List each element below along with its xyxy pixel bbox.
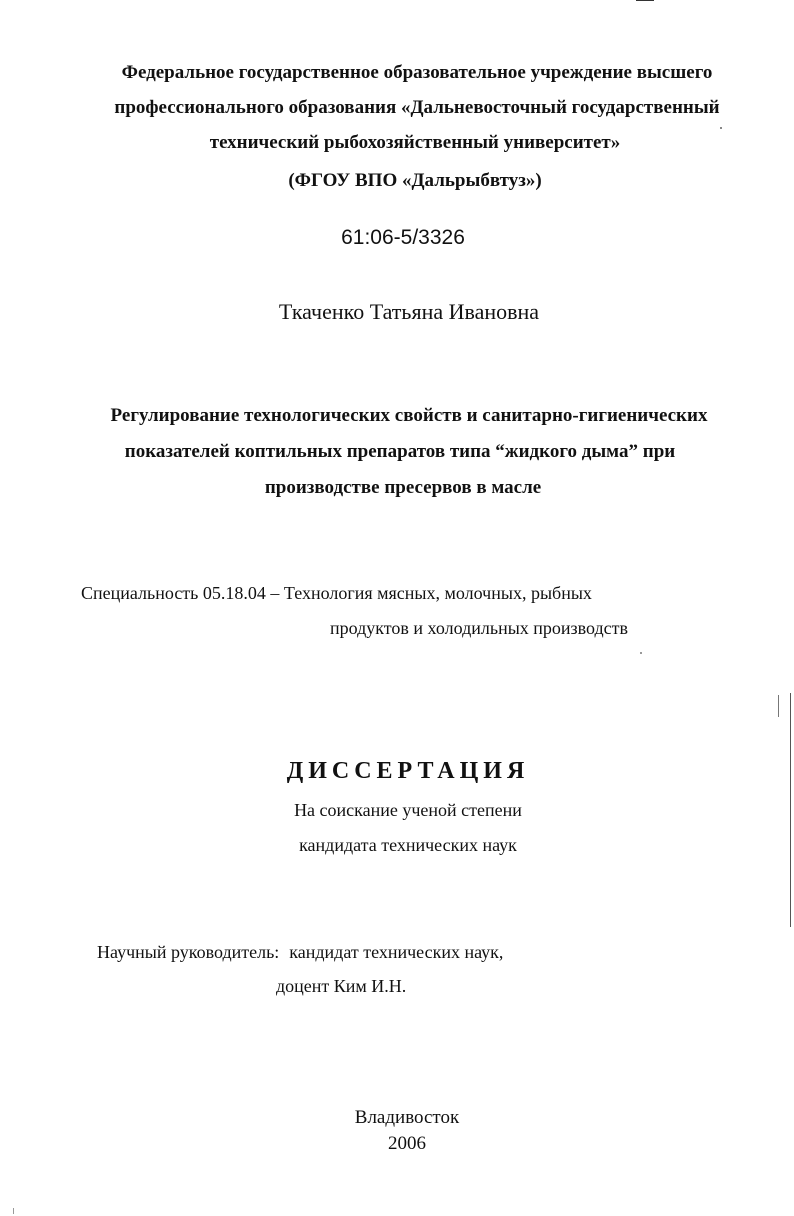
author-name: Ткаченко Татьяна Ивановна [278,299,540,324]
scan-speck [13,1208,14,1214]
catalog-number: 61:06-5/3326 [341,226,465,249]
scan-edge-line [790,693,791,927]
degree-line-2: кандидата технических наук [299,835,517,855]
institution-line-2: профессионального образования «Дальневосточный государственный [114,97,720,118]
degree-line-1: На соискание ученой степени [294,800,522,820]
supervisor-title: кандидат технических наук, [289,942,504,962]
scan-edge-line-short [778,695,779,717]
institution-abbreviation: (ФГОУ ВПО «Дальрыбвтуз») [288,170,542,191]
year: 2006 [388,1133,426,1154]
thesis-title-line-1: Регулирование технологических свойств и санитарно-гигиенических [110,405,708,426]
scan-edge-mark [636,0,654,1]
institution-line-3: технический рыбохозяйственный университет» [209,132,621,153]
scan-speck [720,127,722,129]
supervisor-label: Научный руководитель: [97,942,280,962]
thesis-title-line-2: показателей коптильных препаратов типа “жидкого дыма” при [124,441,676,462]
specialty-line-1: Специальность 05.18.04 – Технология мясных, молочных, рыбных [81,583,592,603]
document-type-heading: ДИССЕРТАЦИЯ [286,758,530,784]
supervisor-name: доцент Ким И.Н. [276,976,407,996]
specialty-line-2: продуктов и холодильных производств [330,618,629,638]
city: Владивосток [354,1107,460,1128]
supervisor-line-1 [97,942,503,963]
thesis-title-line-3: производстве пресервов в масле [264,477,542,498]
scan-speck [640,652,642,654]
institution-line-1: Федеральное государственное образовательное учреждение высшего [121,62,713,83]
